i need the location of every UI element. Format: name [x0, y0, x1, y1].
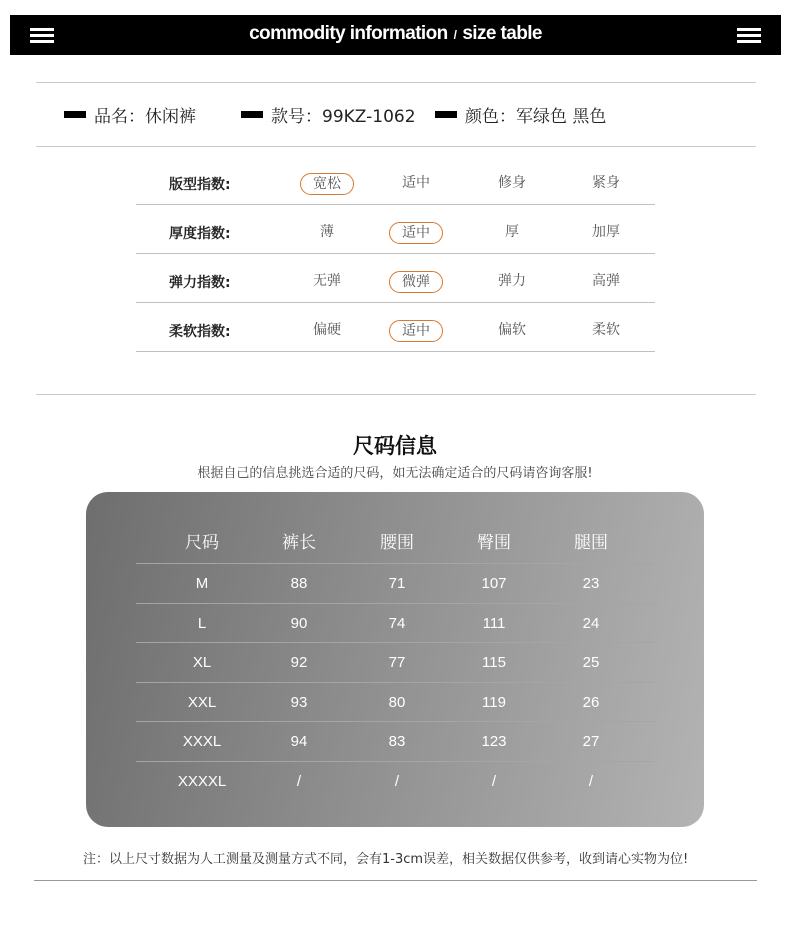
index-option: 高弹 [592, 273, 620, 289]
divider [36, 394, 756, 395]
index-row-fit [136, 169, 655, 205]
bullet-bar [241, 111, 263, 118]
header-bar [10, 15, 781, 55]
table-cell: 90 [290, 614, 308, 632]
index-row-elasticity [136, 267, 655, 303]
table-row [136, 564, 655, 604]
index-option-selected: 宽松 [300, 173, 354, 195]
table-cell: XXXXL [177, 772, 227, 790]
table-cell: XXL [187, 693, 217, 711]
table-cell: 27 [582, 733, 600, 750]
index-label: 弹力指数: [169, 275, 231, 291]
table-cell: 119 [482, 693, 506, 711]
table-cell: / [394, 772, 400, 790]
table-cell: L [197, 614, 207, 632]
size-table-header [136, 522, 655, 564]
table-cell: M [195, 575, 209, 592]
index-label: 版型指数: [169, 177, 231, 193]
index-option: 薄 [320, 224, 334, 240]
index-option: 厚 [505, 224, 519, 240]
divider [34, 880, 757, 881]
column-header: 臀围 [477, 533, 511, 553]
header-title-right: size table [462, 23, 542, 44]
table-cell: 77 [388, 654, 406, 671]
product-name [64, 102, 196, 126]
table-cell: 92 [290, 654, 308, 671]
index-row-thickness [136, 218, 655, 254]
table-cell: 111 [482, 614, 506, 632]
header-title [10, 23, 781, 45]
product-color [435, 102, 606, 126]
table-row [136, 683, 655, 723]
table-cell: 115 [482, 654, 506, 671]
divider [36, 82, 756, 83]
product-color-text: 颜色：军绿色 黑色 [465, 106, 607, 127]
index-option: 适中 [402, 175, 430, 191]
table-cell: 24 [582, 614, 600, 632]
index-option: 偏软 [498, 322, 526, 338]
size-subtitle: 根据自己的信息挑选合适的尺码，如无法确定适合的尺码请咨询客服! [197, 466, 593, 481]
table-cell: XL [192, 654, 212, 671]
table-cell: 23 [582, 575, 600, 592]
column-header: 裤长 [282, 533, 316, 553]
divider [36, 146, 756, 147]
product-model [241, 102, 416, 126]
index-label: 柔软指数: [169, 324, 231, 340]
table-cell: XXXL [182, 733, 222, 750]
table-cell: 74 [388, 614, 406, 632]
index-option: 紧身 [592, 175, 620, 191]
table-cell: 25 [582, 654, 600, 671]
size-title: 尺码信息 [353, 434, 437, 458]
table-cell: 80 [388, 693, 406, 711]
column-header: 腰围 [380, 533, 414, 553]
bullet-bar [435, 111, 457, 118]
index-label: 厚度指数: [169, 226, 231, 242]
measurement-note: 注：以上尺寸数据为人工测量及测量方式不同，会有1-3cm误差，相关数据仅供参考，收到请心实物为位! [83, 852, 689, 867]
product-model-text: 款号：99KZ-1062 [271, 106, 416, 127]
table-cell: / [491, 772, 497, 790]
index-row-softness [136, 316, 655, 352]
index-option-selected: 微弹 [389, 271, 443, 293]
header-title-left: commodity information [249, 23, 448, 44]
table-cell: 94 [290, 733, 308, 750]
table-cell: / [296, 772, 302, 790]
table-cell: 88 [290, 575, 308, 592]
table-row [136, 762, 655, 802]
table-row [136, 722, 655, 762]
index-option-selected: 适中 [389, 222, 443, 244]
index-option: 加厚 [592, 224, 620, 240]
table-cell: 93 [290, 693, 308, 711]
size-table-card [86, 492, 704, 827]
column-header: 尺码 [185, 533, 219, 553]
column-header: 腿围 [574, 533, 608, 553]
table-row [136, 604, 655, 644]
header-title-separator: / [453, 28, 457, 42]
table-cell: / [588, 772, 594, 790]
index-option: 偏硬 [313, 322, 341, 338]
table-cell: 26 [582, 693, 600, 711]
table-row [136, 643, 655, 683]
product-name-text: 品名：休闲裤 [94, 106, 196, 127]
table-cell: 83 [388, 733, 406, 750]
index-option: 修身 [498, 175, 526, 191]
bullet-bar [64, 111, 86, 118]
table-cell: 107 [481, 575, 507, 592]
index-option: 弹力 [498, 273, 526, 289]
index-option-selected: 适中 [389, 320, 443, 342]
index-option: 柔软 [592, 322, 620, 338]
menu-icon-right[interactable] [737, 28, 761, 43]
table-cell: 71 [388, 575, 406, 592]
table-cell: 123 [481, 733, 507, 750]
index-option: 无弹 [313, 273, 341, 289]
